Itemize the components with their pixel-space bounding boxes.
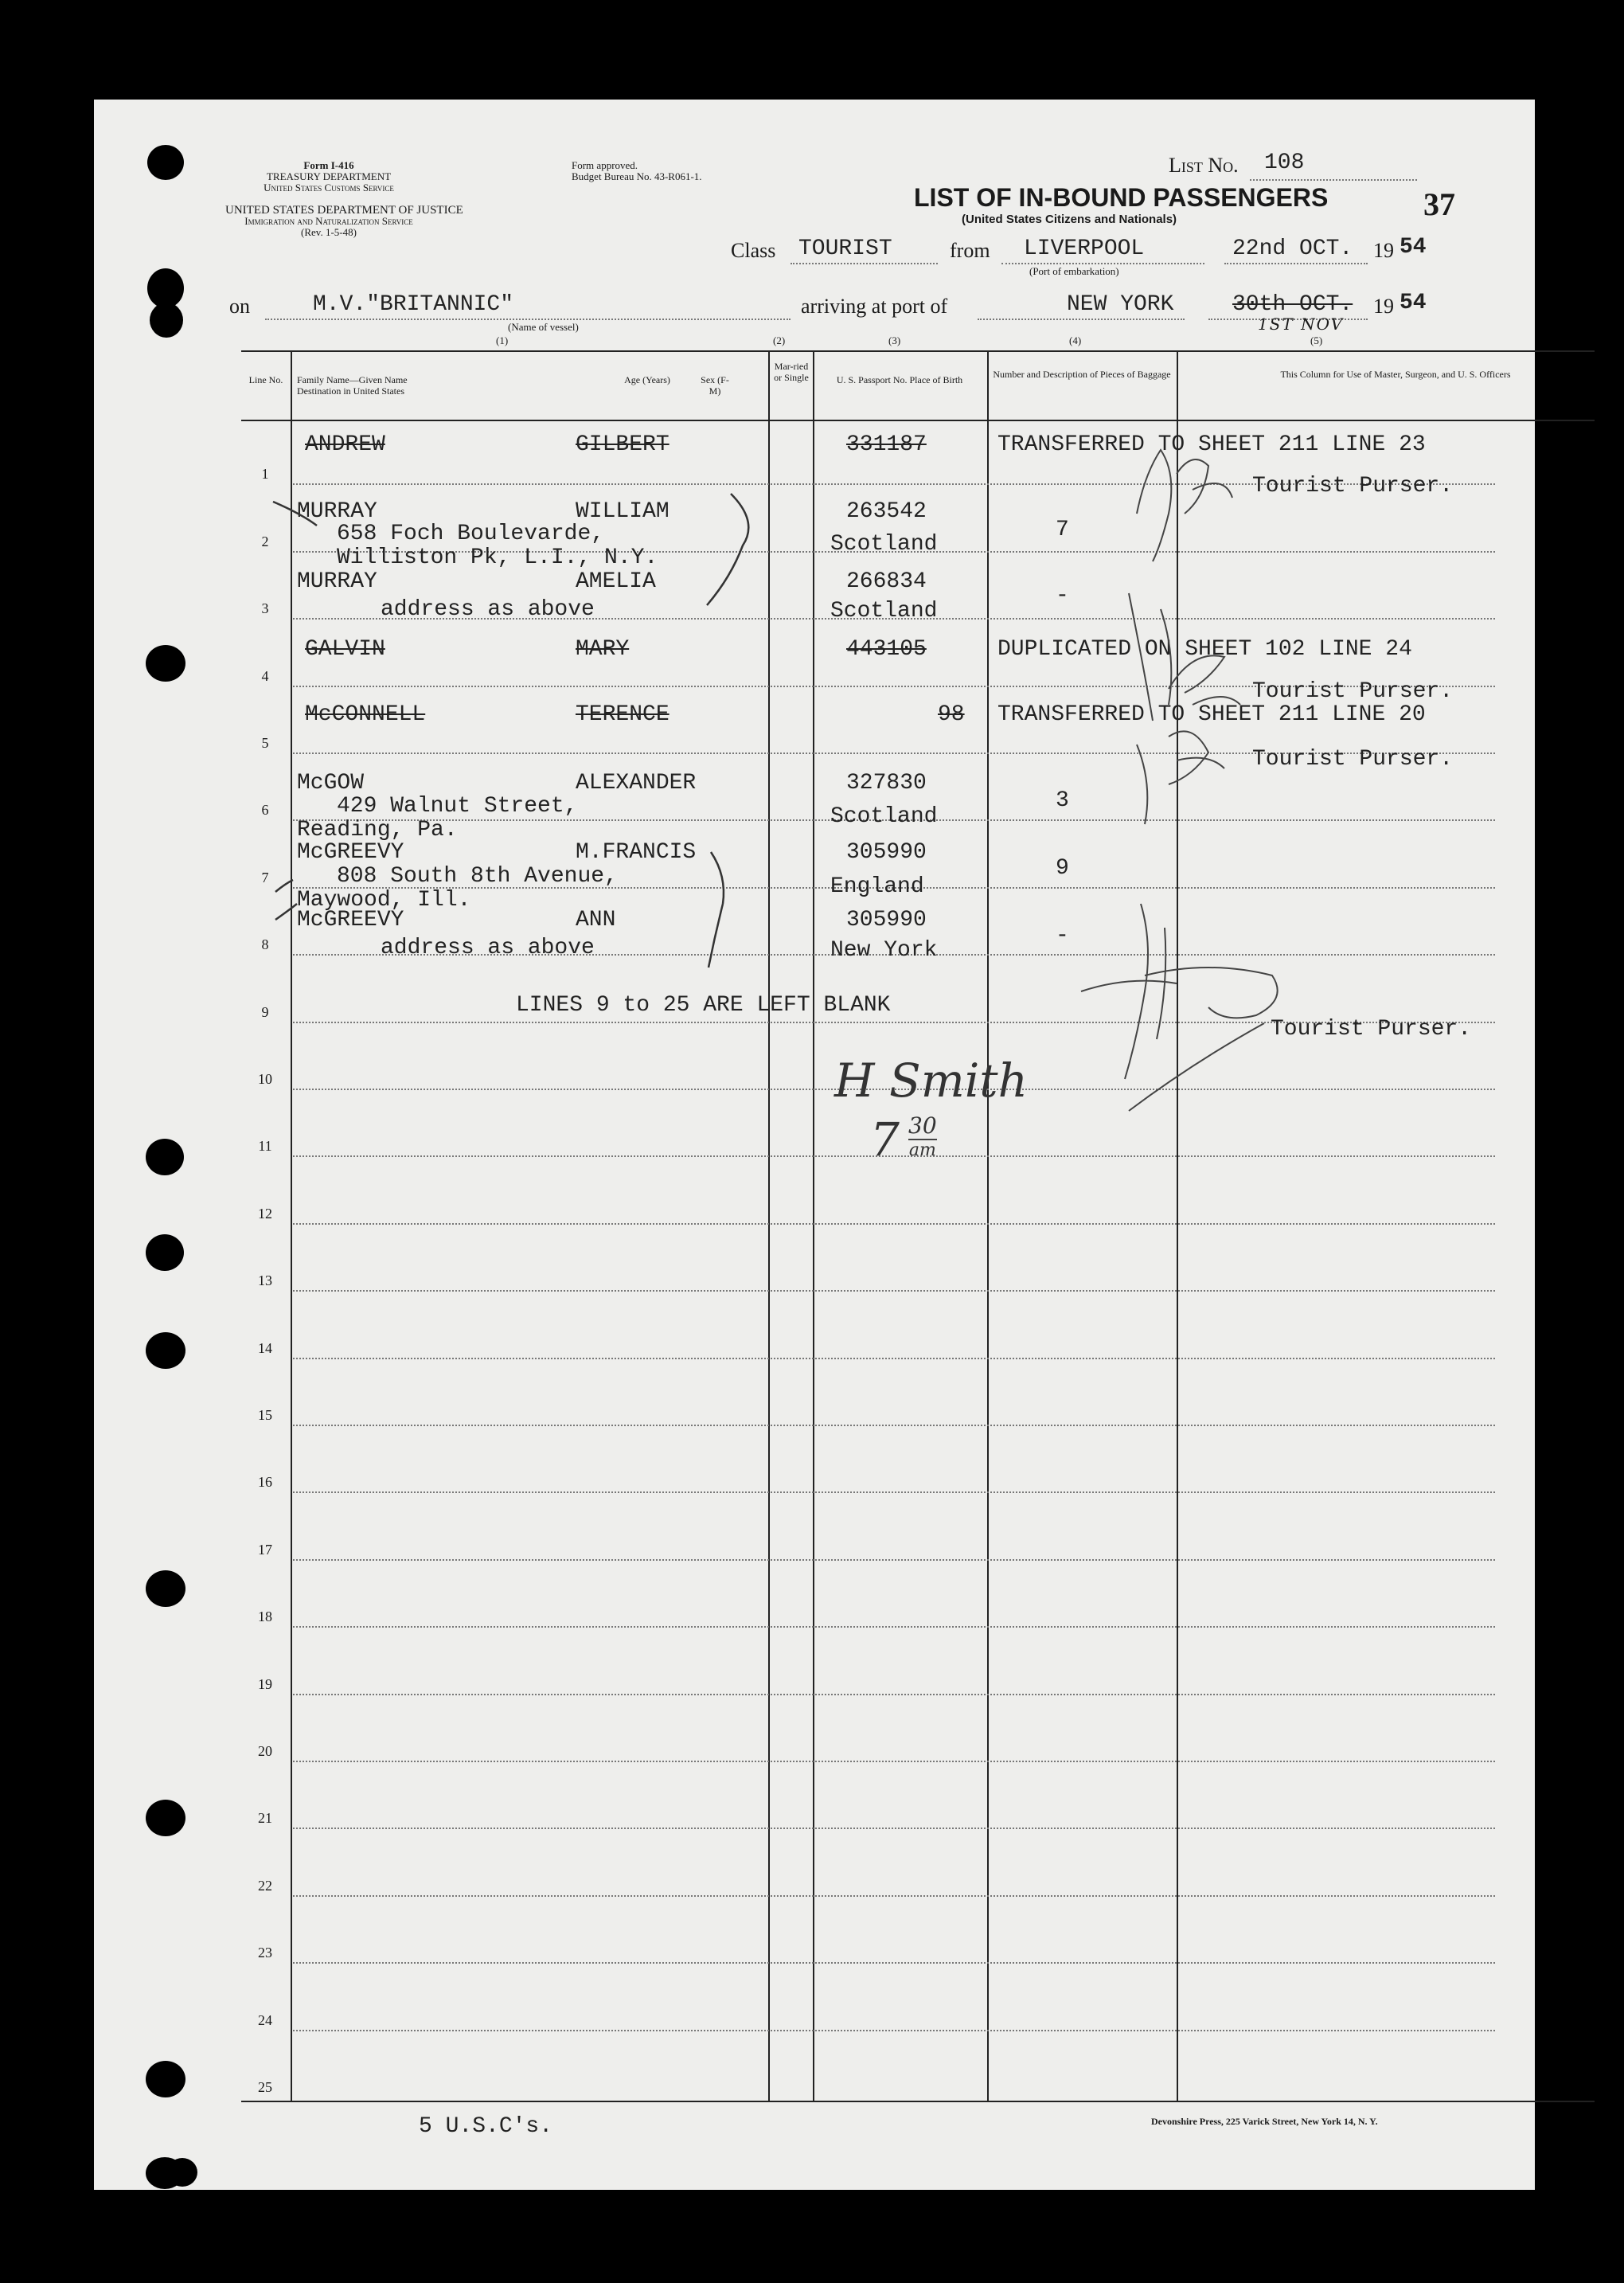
form-id: Form I-416 (303, 159, 354, 171)
birthplace: England (830, 874, 924, 899)
line-number: 2 (261, 533, 269, 549)
line-number: 19 (258, 1675, 272, 1692)
family-name: McGREEVY (297, 908, 404, 932)
col-number: (5) (1310, 334, 1323, 346)
given-name: GILBERT (576, 432, 670, 457)
line-number: 21 (258, 1810, 272, 1827)
line-number: 9 (261, 1003, 269, 1020)
arriving-label: arriving at port of (801, 295, 948, 318)
embark-date: 22nd OCT. (1232, 237, 1353, 261)
footer-total: 5 U.S.C's. (419, 2114, 553, 2139)
address-line: Maywood, Ill. (297, 888, 471, 913)
form-sheet (94, 100, 1535, 2190)
bracket-mark (707, 494, 748, 605)
baggage-count: 3 (1056, 788, 1069, 813)
bracket-mark (275, 904, 297, 920)
baggage-count: 9 (1056, 856, 1069, 881)
col-number: (2) (773, 334, 786, 346)
line-number: 14 (258, 1339, 272, 1356)
line-number: 10 (258, 1071, 272, 1087)
port-of-arrival: NEW YORK (1067, 292, 1174, 317)
vessel-caption: (Name of vessel) (508, 321, 579, 333)
address-line: Reading, Pa. (297, 818, 458, 842)
transfer-note: TRANSFERRED TO SHEET 211 LINE 20 (997, 702, 1426, 727)
justice-dept: UNITED STATES DEPARTMENT OF JUSTICE (225, 204, 463, 217)
passport-no: 305990 (846, 908, 927, 932)
line-number: 4 (261, 667, 269, 684)
col-header-sex: Sex (F-M) (701, 374, 729, 397)
passport-no: 327830 (846, 771, 927, 796)
list-no-label: List No. (1169, 154, 1239, 177)
passport-no: 98 (938, 702, 965, 727)
transfer-note: DUPLICATED ON SHEET 102 LINE 24 (997, 637, 1412, 662)
signature-scribble (1081, 904, 1278, 1111)
col-number: (1) (496, 334, 509, 346)
passport-no: 263542 (846, 499, 927, 524)
family-name: GALVIN (305, 637, 385, 662)
time-minutes: 30 (908, 1112, 937, 1139)
printer-credit: Devonshire Press, 225 Varick Street, New York 14, N. Y. (1151, 2116, 1378, 2127)
line-number: 17 (258, 1541, 272, 1558)
line-number: 25 (258, 2079, 272, 2095)
line-number: 5 (261, 735, 269, 751)
baggage-count: - (1056, 584, 1069, 608)
line-number: 11 (258, 1138, 272, 1155)
signature-scribble (1129, 593, 1240, 721)
address-line: 658 Foch Boulevarde, (337, 522, 605, 546)
list-subtitle: (United States Citizens and Nationals) (962, 213, 1177, 226)
col-header-line: Line No. (248, 374, 283, 385)
line-number: 22 (258, 1877, 272, 1894)
line-number: 23 (258, 1945, 272, 1961)
address-line: 429 Walnut Street, (337, 794, 578, 819)
passport-no: 443105 (846, 637, 927, 662)
treasury-dept: TREASURY DEPARTMENT (266, 170, 392, 182)
col-header-name: Family Name—Given Name Destination in United States (297, 374, 408, 397)
blank-lines-note: LINES 9 to 25 ARE LEFT BLANK (516, 993, 891, 1018)
family-name: MURRAY (297, 499, 377, 524)
arrive-date-struck: 30th OCT. (1232, 292, 1353, 317)
bracket-mark (709, 904, 723, 968)
signature-scribble (1137, 450, 1232, 561)
signature-scribble (1137, 731, 1224, 824)
bracket-mark (275, 880, 293, 892)
baggage-count: 7 (1056, 518, 1069, 542)
time-meridiem: am (908, 1140, 936, 1160)
line-number: 20 (258, 1743, 272, 1759)
time-hour: 7 (870, 1112, 900, 1167)
birthplace: Scotland (830, 599, 938, 624)
col-header-baggage: Number and Description of Pieces of Baggage (993, 369, 1171, 380)
arrive-year: 54 (1400, 291, 1427, 315)
line-number: 1 (261, 466, 269, 483)
purser-note: Tourist Purser. (1252, 679, 1454, 704)
line-number: 15 (258, 1407, 272, 1423)
family-name: MURRAY (297, 569, 377, 594)
given-name: ALEXANDER (576, 771, 697, 796)
line-number: 8 (261, 936, 269, 953)
bracket-mark (273, 502, 317, 526)
given-name: AMELIA (576, 569, 656, 594)
class-value: TOURIST (798, 237, 892, 261)
ins-service: Immigration and Naturalization Service (244, 215, 413, 227)
page-number: 37 (1423, 186, 1455, 222)
purser-note: Tourist Purser. (1252, 747, 1454, 772)
year-prefix-2: 19 (1373, 295, 1394, 318)
list-no: 108 (1264, 151, 1305, 175)
birthplace: Scotland (830, 532, 938, 557)
given-name: M.FRANCIS (576, 840, 697, 865)
class-label: Class (731, 239, 776, 262)
col-number: (3) (888, 334, 901, 346)
given-name: MARY (576, 637, 630, 662)
line-number: 6 (261, 802, 269, 819)
passport-no: 266834 (846, 569, 927, 594)
col-header-age: Age (Years) (624, 374, 670, 385)
given-name: TERENCE (576, 702, 670, 727)
bracket-mark (711, 852, 724, 904)
address-line: Williston Pk, L.I., N.Y. (337, 545, 658, 570)
port-of-embarkation: LIVERPOOL (1024, 237, 1145, 261)
from-label: from (950, 239, 990, 262)
embark-caption: (Port of embarkation) (1029, 265, 1119, 277)
line-number: 3 (261, 600, 269, 617)
vessel-name: M.V."BRITANNIC" (313, 292, 514, 317)
col-number: (4) (1069, 334, 1082, 346)
form-revision: (Rev. 1-5-48) (301, 226, 357, 238)
customs-service: United States Customs Service (264, 182, 394, 194)
passport-no: 331187 (846, 432, 927, 457)
year-prefix: 19 (1373, 239, 1394, 262)
family-name: McGREEVY (297, 840, 404, 865)
purser-note-final: Tourist Purser. (1271, 1017, 1472, 1042)
family-name: McCONNELL (305, 702, 426, 727)
embark-year: 54 (1400, 235, 1427, 260)
line-number: 7 (261, 869, 269, 885)
given-name: WILLIAM (576, 499, 670, 524)
line-number: 24 (258, 2011, 272, 2028)
line-number: 16 (258, 1474, 272, 1491)
bracket-marks (94, 100, 1535, 2190)
arrive-date-handwritten: 1ST NOV (1258, 315, 1345, 334)
family-name: ANDREW (305, 432, 385, 457)
address-line: address as above (381, 936, 595, 960)
family-name: McGOW (297, 771, 365, 796)
purser-note: Tourist Purser. (1252, 474, 1454, 498)
address-line: 808 South 8th Avenue, (337, 864, 618, 889)
col-header-officers: This Column for Use of Master, Surgeon, and U. S. Officers (1280, 369, 1511, 380)
list-title: LIST OF IN-BOUND PASSENGERS (914, 183, 1329, 212)
line-number: 18 (258, 1609, 272, 1625)
on-label: on (229, 295, 250, 318)
passport-no: 305990 (846, 840, 927, 865)
handwritten-name: H Smith (834, 1054, 1028, 1108)
birthplace: New York (830, 938, 938, 963)
given-name: ANN (576, 908, 616, 932)
baggage-count: - (1056, 924, 1069, 948)
address-line: address as above (381, 597, 595, 622)
approval-line1: Form approved. (572, 159, 638, 171)
approval-line2: Budget Bureau No. 43-R061-1. (572, 170, 702, 182)
birthplace: Scotland (830, 804, 938, 829)
line-number: 13 (258, 1272, 272, 1289)
col-header-passport: U. S. Passport No. Place of Birth (836, 374, 963, 385)
transfer-note: TRANSFERRED TO SHEET 211 LINE 23 (997, 432, 1426, 457)
line-number: 12 (258, 1205, 272, 1222)
col-header-married: Mar-ried or Single (774, 361, 809, 383)
